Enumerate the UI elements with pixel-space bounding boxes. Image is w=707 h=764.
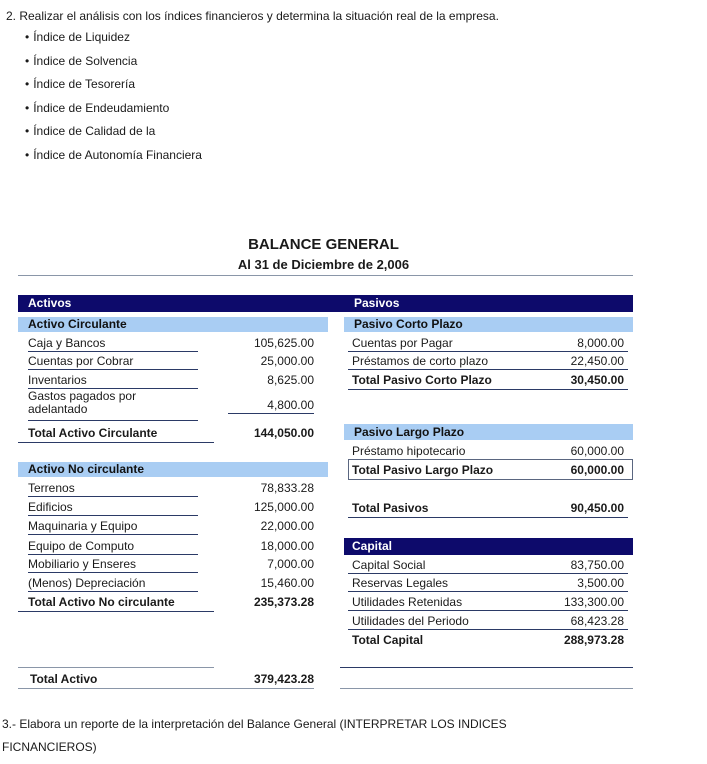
row-label: Maquinaria y Equipo [28,519,138,533]
row-value: 105,625.00 [253,336,314,350]
title-rule [18,275,633,276]
total-label: Total Capital [352,633,424,647]
row-label: Utilidades Retenidas [352,595,463,609]
row-label: Cuentas por Pagar [352,336,453,350]
indices-list [25,30,202,171]
total-pasivos-underline [348,517,628,518]
total-underline [18,442,214,443]
row-underline [348,369,628,370]
capital-header: Capital [344,538,633,555]
row-underline [28,420,198,421]
row-value: 4,800.00 [267,398,314,412]
row-underline [348,610,628,611]
total-label: Total Activo No circulante [28,595,175,609]
row-underline [28,369,198,370]
row-underline [348,351,628,352]
row-value: 83,750.00 [570,558,624,572]
row-value: 3,500.00 [577,576,624,590]
list-item: • Índice de Autonomía Financiera [25,148,202,172]
row-value: 8,625.00 [267,373,314,387]
row-value: 7,000.00 [267,557,314,571]
activo-circulante-header: Activo Circulante [18,317,198,332]
row-label: Caja y Bancos [28,336,106,350]
row-label: Reservas Legales [352,576,449,590]
row-underline [28,591,198,592]
list-item: • Índice de Tesorería [25,77,202,101]
row-value: 18,000.00 [260,539,314,553]
row-value: 78,833.28 [260,481,314,495]
capital-bottom-rule-2 [340,688,633,689]
total-value: 30,450.00 [570,373,624,387]
row-underline [28,534,198,535]
row-label: Mobiliario y Enseres [28,557,137,571]
row-value: 25,000.00 [260,354,314,368]
row-underline [348,629,628,630]
total-underline [348,389,628,390]
list-item: • Índice de Endeudamiento [25,101,202,125]
total-value: 235,373.28 [253,595,314,609]
row-underline [348,591,628,592]
row-label: Equipo de Computo [28,539,135,553]
row-label: Edificios [28,500,73,514]
row-label: Préstamo hipotecario [352,444,466,458]
row-underline [348,573,628,574]
row-value: 133,300.00 [563,595,624,609]
row-value: 22,450.00 [570,354,624,368]
capital-bottom-rule [340,667,633,668]
row-label: (Menos) Depreciación [28,576,146,590]
row-value: 125,000.00 [253,500,314,514]
total-value: 60,000.00 [570,463,624,477]
row-underline [28,554,198,555]
pasivos-header: Pasivos [354,296,400,310]
total-activo-bottom-rule [18,688,314,689]
total-value: 288,973.28 [563,633,624,647]
row-label: Cuentas por Cobrar [28,354,134,368]
row-label: Préstamos de corto plazo [352,354,489,368]
row-underline [28,515,198,516]
question-3: 3.- Elabora un reporte de la interpretación del Balance General (INTERPRETAR LOS INDICES FICNANCIEROS) [2,717,507,754]
row-underline [28,351,198,352]
value-underline [228,413,314,414]
balance-date: Al 31 de Diciembre de 2,006 [237,257,410,272]
activos-header: Activos [28,296,72,310]
balance-title: BALANCE GENERAL [248,236,399,253]
row-label: Terrenos [28,481,75,495]
total-activo-value: 379,423.28 [253,672,314,686]
pasivo-corto-header: Pasivo Corto Plazo [344,317,633,332]
total-label: Total Activo Circulante [28,426,158,440]
pasivo-largo-header: Pasivo Largo Plazo [344,424,633,440]
activo-no-circulante-header-fill [198,462,328,477]
total-activo-rule [18,667,214,668]
row-label: Capital Social [352,558,426,572]
total-label: Total Pasivo Largo Plazo [352,463,494,477]
question-2: 2. Realizar el análisis con los índices financieros y determina la situación real de la empresa. [6,9,499,23]
row-value: 60,000.00 [570,444,624,458]
list-item: • Índice de Calidad de la [25,124,202,148]
activo-no-circulante-header: Activo No circulante [18,462,198,477]
row-value: 22,000.00 [260,519,314,533]
total-label: Total Pasivo Corto Plazo [352,373,492,387]
total-pasivos-label: Total Pasivos [352,501,429,515]
row-label: Gastos pagados por adelantado [28,389,137,416]
row-underline [28,496,198,497]
total-value: 144,050.00 [253,426,314,440]
row-label: Utilidades del Periodo [352,614,469,628]
total-underline [18,611,214,612]
activo-circulante-header-fill [198,317,328,332]
row-value: 8,000.00 [577,336,624,350]
row-value: 15,460.00 [260,576,314,590]
row-label: Inventarios [28,373,87,387]
list-item: • Índice de Liquidez [25,30,202,54]
total-pasivos-value: 90,450.00 [570,501,624,515]
list-item: • Índice de Solvencia [25,54,202,78]
row-underline [28,572,198,573]
row-value: 68,423.28 [570,614,624,628]
total-activo-label: Total Activo [30,672,98,686]
table-header-bar [18,295,633,312]
